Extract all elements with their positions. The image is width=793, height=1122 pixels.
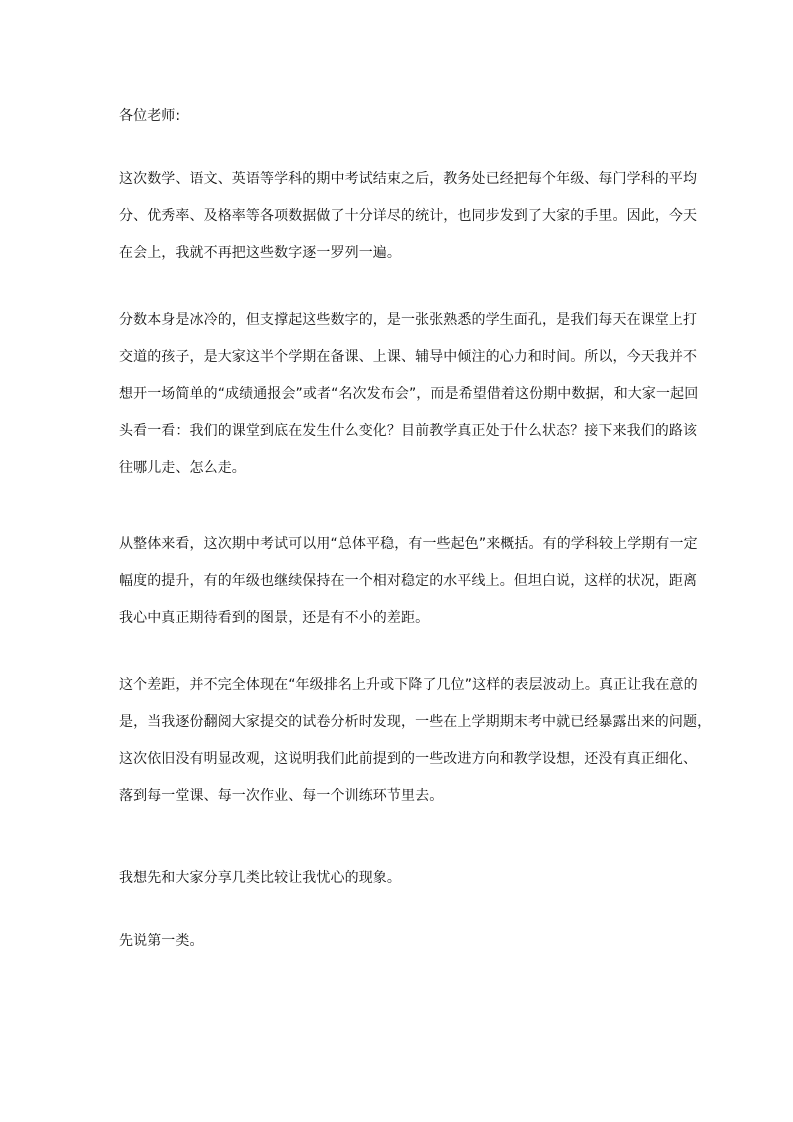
text-line: 这次数学、语文、英语等学科的期中考试结束之后，教务处已经把每个年级、每门学科的平均: [119, 171, 698, 187]
text-line: 这个差距，并不完全体现在“年级排名上升或下降了几位”这样的表层波动上。真正让我在意的: [119, 677, 698, 693]
text-line: 我想先和大家分享几类比较让我忧心的现象。: [119, 870, 401, 886]
text-line: 交道的孩子，是大家这半个学期在备课、上课、辅导中倾注的心力和时间。所以，今天我并不: [119, 349, 698, 365]
paragraph-3: [119, 526, 698, 637]
text-line: 先说第一类。: [119, 933, 204, 949]
text-line: 分、优秀率、及格率等各项数据做了十分详尽的统计，也同步发到了大家的手里。因此，今天: [119, 208, 698, 224]
text-line: 从整体来看，这次期中考试可以用“总体平稳，有一些起色”来概括。有的学科较上学期有一定: [119, 536, 698, 552]
text-line: 往哪儿走、怎么走。: [119, 460, 246, 476]
paragraph-2: [119, 302, 699, 487]
text-line: 是，当我逐份翻阅大家提交的试卷分析时发现，一些在上学期期末考中就已经暴露出来的问题，: [119, 714, 712, 730]
text-line: 想开一场简单的“成绩通报会”或者“名次发布会”，而是希望借着这份期中数据，和大家一起回: [119, 386, 699, 402]
paragraph-6: [119, 923, 679, 960]
text-line: 落到每一堂课、每一次作业、每一个训练环节里去。: [119, 788, 444, 804]
text-line: 头看一看：我们的课堂到底在发生什么变化？目前教学真正处于什么状态？接下来我们的路该: [119, 423, 698, 439]
text-line: 这次依旧没有明显改观，这说明我们此前提到的一些改进方向和教学设想，还没有真正细化、: [119, 751, 698, 767]
text-line: 分数本身是冰冷的，但支撑起这些数字的，是一张张熟悉的学生面孔，是我们每天在课堂上打: [119, 312, 698, 328]
greeting-line: [119, 98, 679, 135]
text-line: 幅度的提升，有的年级也继续保持在一个相对稳定的水平线上。但坦白说，这样的状况，距离: [119, 573, 698, 589]
paragraph-4: [119, 667, 712, 815]
text-line: 各位老师:: [119, 108, 181, 124]
text-line: 在会上，我就不再把这些数字逐一罗列一遍。: [119, 245, 401, 261]
text-line: 我心中真正期待看到的图景，还是有不小的差距。: [119, 610, 430, 626]
paragraph-5: [119, 860, 679, 897]
paragraph-1: [119, 161, 698, 272]
